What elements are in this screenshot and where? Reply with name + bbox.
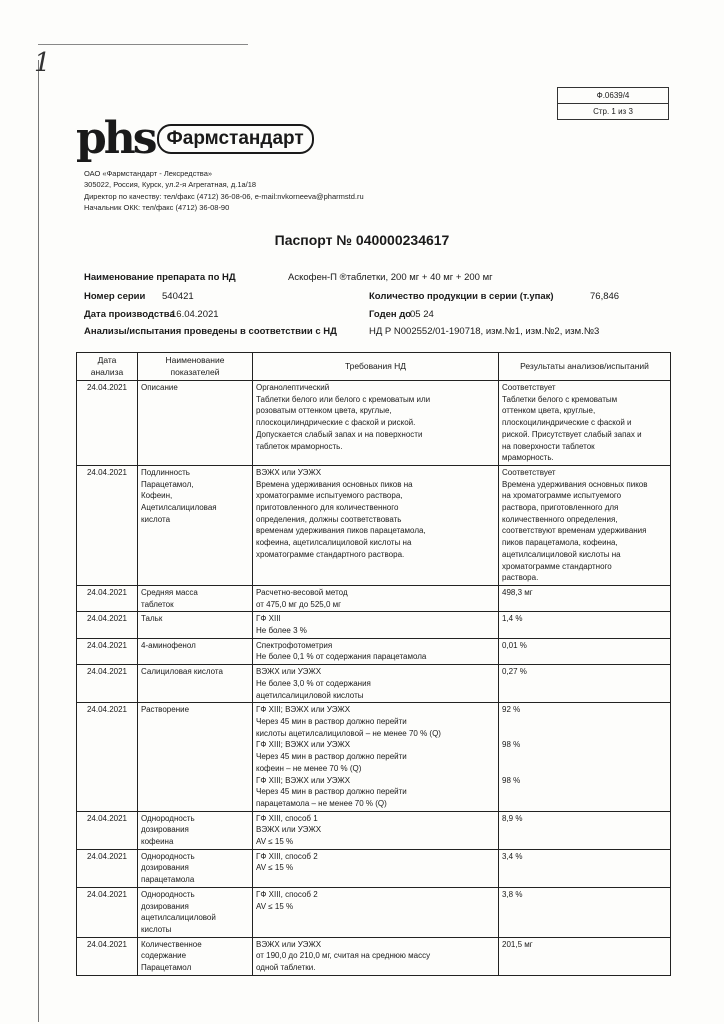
requirement-line: временам удерживания пиков парацетамола, (256, 526, 426, 536)
result-line (502, 716, 667, 728)
result-cell (499, 665, 671, 703)
company-contacts (84, 168, 364, 214)
indicator-cell (138, 585, 253, 611)
result-line: плоскоцилиндрические с фаской и (502, 418, 632, 428)
company-line: Начальник ОКК: тел/факс (4712) 36-08-90 (84, 203, 230, 213)
indicator-cell (138, 887, 253, 937)
indicator-line: Однородность (141, 851, 195, 861)
drug-label: Наименование препарата по НД (84, 272, 236, 283)
requirement-cell (253, 849, 499, 887)
requirement-line: ГФ XIII (256, 614, 281, 624)
result-cell (499, 887, 671, 937)
indicator-cell (138, 381, 253, 466)
table-row (77, 665, 671, 703)
requirement-line: от 475,0 мг до 525,0 мг (256, 599, 342, 609)
table-row (77, 585, 671, 611)
result-line (502, 798, 667, 810)
company-logo (76, 113, 314, 164)
expiry-value: 05 24 (410, 309, 434, 320)
indicator-line: кислота (141, 514, 171, 524)
analysis-basis-value: НД Р N002552/01-190718, изм.№1, изм.№2, изм.№3 (369, 326, 600, 337)
indicator-cell (138, 811, 253, 849)
requirement-cell (253, 703, 499, 811)
result-line: Таблетки белого с кремоватым (502, 394, 618, 404)
requirement-line: Расчетно-весовой метод (256, 587, 348, 597)
requirement-line: от 190,0 до 210,0 мг, считая на среднюю массу (256, 951, 431, 961)
requirement-line: кислоты ацетилсалициловой – не менее 70 % (Q) (256, 728, 441, 738)
analysis-date: 24.04.2021 (77, 849, 138, 887)
indicator-line: Тальк (141, 614, 163, 624)
requirement-line: Времена удерживания основных пиков на (256, 479, 413, 489)
company-line: ОАО «Фармстандарт - Лексредства» (84, 169, 213, 178)
analysis-date: 24.04.2021 (77, 887, 138, 937)
company-line: Директор по качеству: тел/факс (4712) 36-08-06, e-mail:nvkorneeva@pharmstd.ru (84, 191, 364, 201)
indicator-cell (138, 612, 253, 638)
analysis-date: 24.04.2021 (77, 465, 138, 585)
indicator-line: дозирования (141, 901, 189, 911)
result-line: 0,01 % (502, 640, 527, 650)
requirement-line: Через 45 мин в раствор должно перейти (256, 716, 407, 726)
requirement-cell (253, 465, 499, 585)
indicator-cell (138, 665, 253, 703)
indicator-line: дозирования (141, 825, 189, 835)
requirement-cell (253, 887, 499, 937)
indicator-line: ацетилсалициловой (141, 913, 216, 923)
result-line: 8,9 % (502, 813, 523, 823)
handwritten-page-mark: 1 (34, 48, 51, 78)
requirement-cell (253, 811, 499, 849)
result-line: на хроматограмме испытуемого (502, 491, 622, 501)
requirement-line: ацетилсалициловой кислоты (256, 690, 364, 700)
result-line: хроматограмме стандартного (502, 561, 612, 571)
requirement-line: ГФ XIII, способ 1 (256, 813, 318, 823)
table-row (77, 937, 671, 975)
requirement-line: Через 45 мин в раствор должно перейти (256, 752, 407, 762)
table-header-row (77, 353, 671, 381)
table-row (77, 638, 671, 664)
header-result: Результаты анализов/испытаний (499, 353, 671, 381)
analysis-date: 24.04.2021 (77, 665, 138, 703)
requirement-line: кофеина, ацетилсалициловой кислоты на (256, 538, 412, 548)
requirement-line: одной таблетки. (256, 963, 316, 973)
drug-value: Аскофен-П ®таблетки, 200 мг + 40 мг + 200 мг (288, 272, 493, 283)
requirement-line: хроматограмме стандартного раствора. (256, 549, 405, 559)
requirement-line: ВЭЖХ или УЭЖХ (256, 939, 322, 949)
requirement-cell (253, 612, 499, 638)
requirement-line: Не более 0,1 % от содержания парацетамола (256, 652, 427, 662)
result-cell (499, 703, 671, 811)
document-title: Паспорт № 040000234617 (274, 232, 450, 248)
result-line (502, 728, 667, 740)
result-line: 3,8 % (502, 889, 523, 899)
result-line: 1,4 % (502, 614, 523, 624)
requirement-line: ВЭЖХ или УЭЖХ (256, 825, 322, 835)
result-line (502, 751, 667, 763)
result-cell (499, 612, 671, 638)
series-value: 540421 (162, 291, 194, 302)
result-line: соответствуют временам удерживания (502, 526, 647, 536)
requirement-line: ГФ XIII; ВЭЖХ или УЭЖХ (256, 740, 351, 750)
table-row (77, 465, 671, 585)
table-row (77, 703, 671, 811)
logo-wordmark: Фармстандарт (157, 124, 314, 154)
result-line: 3,4 % (502, 851, 523, 861)
indicator-line: Растворение (141, 705, 190, 715)
indicator-line: Парацетамол, (141, 479, 194, 489)
requirement-cell (253, 381, 499, 466)
result-line: раствора, приготовленного для (502, 503, 619, 513)
table-row (77, 612, 671, 638)
result-line (502, 786, 667, 798)
analysis-basis-label: Анализы/испытания проведены в соответствии с НД (84, 326, 337, 337)
requirement-line: плоскоцилиндрические с фаской и риской. (256, 418, 416, 428)
company-line: 305022, Россия, Курск, ул.2-я Агрегатная, д.1а/18 (84, 180, 257, 190)
result-line: 201,5 мг (502, 939, 533, 949)
requirement-line: розоватым оттенком цвета, круглые, (256, 406, 392, 416)
result-line: Времена удерживания основных пиков (502, 479, 648, 489)
quantity-value: 76,846 (590, 291, 620, 302)
result-line: риской. Присутствует слабый запах и (502, 429, 642, 439)
indicator-line: содержание (141, 951, 187, 961)
analysis-date: 24.04.2021 (77, 381, 138, 466)
requirement-line: Допускается слабый запах и на поверхности (256, 429, 423, 439)
requirement-line: ГФ XIII; ВЭЖХ или УЭЖХ (256, 775, 351, 785)
analysis-table (76, 352, 671, 976)
indicator-line: Однородность (141, 813, 195, 823)
analysis-date: 24.04.2021 (77, 585, 138, 611)
result-line: 92 % (502, 705, 521, 715)
result-cell (499, 811, 671, 849)
requirement-line: ГФ XIII, способ 2 (256, 851, 318, 861)
expiry-label: Годен до (369, 309, 412, 320)
requirement-line: Таблетки белого или белого с кремоватым или (256, 394, 431, 404)
result-cell (499, 381, 671, 466)
result-line: ацетилсалициловой кислоты на (502, 549, 621, 559)
indicator-line: Салициловая кислота (141, 667, 223, 677)
result-line: 98 % (502, 775, 521, 785)
requirement-line: хроматограмме испытуемого раствора, (256, 491, 403, 501)
indicator-cell (138, 703, 253, 811)
result-line: пиков парацетамола, кофеина, (502, 538, 618, 548)
analysis-date: 24.04.2021 (77, 811, 138, 849)
logo-mark: phs (76, 113, 155, 164)
analysis-date: 24.04.2021 (77, 937, 138, 975)
indicator-cell (138, 937, 253, 975)
requirement-line: AV ≤ 15 % (256, 837, 294, 847)
requirement-cell (253, 585, 499, 611)
production-date-label: Дата производства (84, 309, 175, 320)
result-line: оттенком цвета, круглые, (502, 406, 596, 416)
page-number: Стр. 1 из 3 (558, 103, 668, 119)
result-line (502, 763, 667, 775)
header-indicator: Наименование показателей (138, 353, 253, 381)
indicator-line: кислоты (141, 924, 172, 934)
result-line: Соответствует (502, 467, 556, 477)
indicator-cell (138, 465, 253, 585)
result-line: 98 % (502, 740, 521, 750)
form-code-box (557, 87, 669, 120)
indicator-line: Кофеин, (141, 491, 173, 501)
requirement-line: определения, должны соответствовать (256, 514, 402, 524)
table-row (77, 811, 671, 849)
requirement-line: ВЭЖХ или УЭЖХ (256, 667, 322, 677)
form-code: Ф.0639/4 (596, 91, 630, 100)
indicator-line: кофеина (141, 837, 174, 847)
result-cell (499, 585, 671, 611)
indicator-line: 4-аминофенол (141, 640, 196, 650)
left-margin-rule (38, 60, 39, 1022)
header-requirement: Требования НД (253, 353, 499, 381)
requirement-line: Через 45 мин в раствор должно перейти (256, 787, 407, 797)
requirement-line: парацетамола – не менее 70 % (Q) (256, 798, 387, 808)
result-cell (499, 937, 671, 975)
requirement-line: Органолептический (256, 383, 330, 392)
indicator-line: Ацетилсалициловая (141, 503, 217, 513)
requirement-line: ГФ XIII, способ 2 (256, 889, 318, 899)
requirement-line: приготовленного для количественного (256, 503, 399, 513)
table-row (77, 381, 671, 466)
quantity-label: Количество продукции в серии (т.упак) (369, 291, 554, 302)
indicator-line: Парацетамол (141, 963, 192, 973)
indicator-line: Однородность (141, 889, 195, 899)
requirement-line: ВЭЖХ или УЭЖХ (256, 467, 322, 477)
indicator-line: Средняя масса (141, 587, 198, 597)
top-rule (38, 44, 248, 45)
table-row (77, 849, 671, 887)
result-line: количественного определения, (502, 514, 618, 524)
result-line: раствора. (502, 573, 539, 583)
requirement-cell (253, 937, 499, 975)
requirement-cell (253, 665, 499, 703)
requirement-line: Спектрофотометрия (256, 640, 333, 650)
result-line: 0,27 % (502, 667, 527, 677)
production-date-value: 16.04.2021 (171, 309, 219, 320)
analysis-date: 24.04.2021 (77, 703, 138, 811)
requirement-line: ГФ XIII; ВЭЖХ или УЭЖХ (256, 705, 351, 715)
analysis-date: 24.04.2021 (77, 612, 138, 638)
indicator-line: Количественное (141, 939, 202, 949)
requirement-line: таблеток мраморность. (256, 441, 343, 451)
indicator-line: Подлинность (141, 467, 190, 477)
series-label: Номер серии (84, 291, 146, 302)
result-line: на поверхности таблеток (502, 441, 595, 451)
indicator-line: таблеток (141, 599, 174, 609)
requirement-line: кофеин – не менее 70 % (Q) (256, 763, 362, 773)
indicator-line: Описание (141, 383, 178, 392)
indicator-cell (138, 849, 253, 887)
header-date: Дата анализа (77, 353, 138, 381)
requirement-line: Не более 3 % (256, 626, 307, 636)
result-line: 498,3 мг (502, 587, 533, 597)
table-row (77, 887, 671, 937)
requirement-cell (253, 638, 499, 664)
result-line: мраморность. (502, 453, 554, 463)
indicator-cell (138, 638, 253, 664)
result-line: Соответствует (502, 383, 556, 392)
indicator-line: парацетамола (141, 875, 195, 885)
result-cell (499, 465, 671, 585)
requirement-line: AV ≤ 15 % (256, 901, 294, 911)
requirement-line: Не более 3,0 % от содержания (256, 678, 371, 688)
requirement-line: AV ≤ 15 % (256, 863, 294, 873)
result-cell (499, 638, 671, 664)
analysis-date: 24.04.2021 (77, 638, 138, 664)
indicator-line: дозирования (141, 863, 189, 873)
result-cell (499, 849, 671, 887)
